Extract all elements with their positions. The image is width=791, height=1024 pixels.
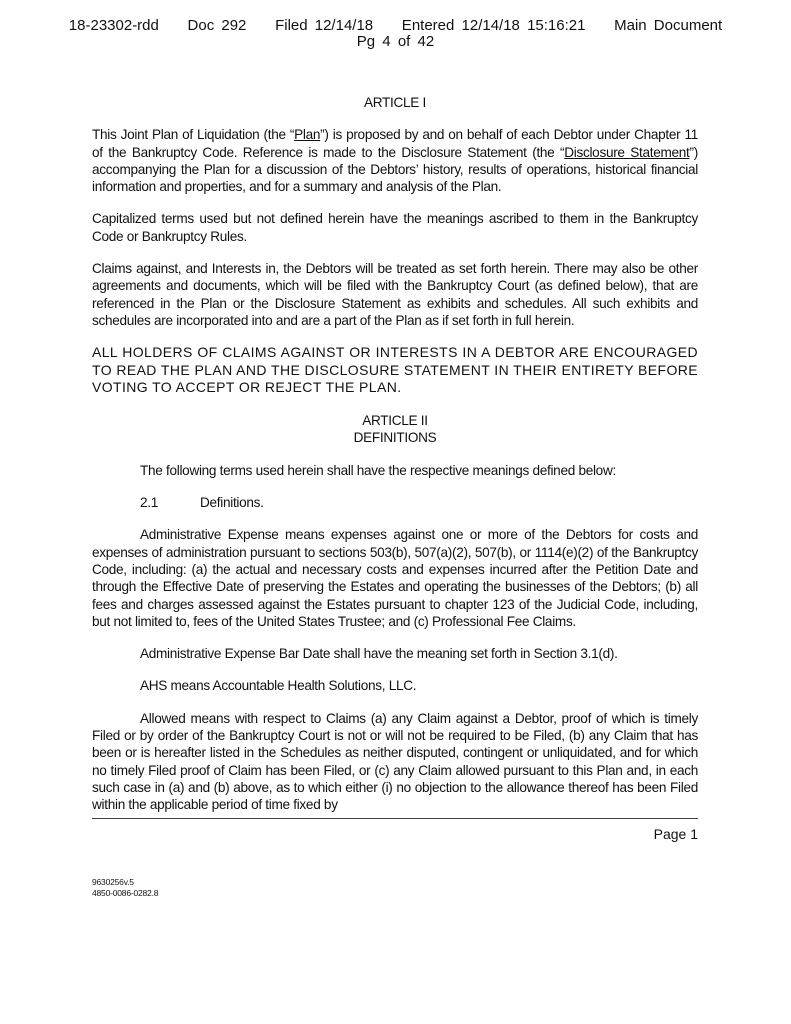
article-1-notice: ALL HOLDERS OF CLAIMS AGAINST OR INTERESTS IN A DEBTOR ARE ENCOURAGED TO READ THE PLAN AND THE DISCLOSURE STATEMENT IN THEIR ENTIRETY BEFORE VOTING TO ACCEPT OR REJECT THE PLAN.	[92, 344, 698, 395]
footer-divider	[92, 818, 698, 819]
article-1-paragraph-1	[92, 126, 698, 195]
page-count: Pg 4 of 42	[356, 33, 435, 50]
text: ”) accompanying the Plan for a discussion of the Debtors’ history, results of operations, historical financial information and properties, and for a summary and analysis of the Plan.	[92, 144, 698, 195]
definition-administrative-expense: Administrative Expense means expenses against one or more of the Debtors for costs and expenses of administration pursuant to sections 503(b), 507(a)(2), 507(b), or 1114(e)(2) of the Bankruptcy Code, including: (a) the actual and necessary costs and expenses incurred after the Petition Date and through the Effective Date of preserving the Estates and operating the businesses of the Debtors; (b) all fees and charges assessed against the Estates pursuant to chapter 123 of the Judicial Code, including, but not limited to, fees of the United States Trustee; and (c) Professional Fee Claims.	[92, 527, 698, 629]
section-heading	[92, 494, 698, 511]
definition-allowed: Allowed means with respect to Claims (a) any Claim against a Debtor, proof of which is timely Filed or by order of the Bankruptcy Court is not or will not be required to be Filed, (b) any Claim that has been or is hereafter listed in the Schedules as neither disputed, contingent or unliquidated, and for which no timely Filed proof of Claim has been Filed, or (c) any Claim allowed pursuant to this Plan and, in each such case in (a) and (b) above, as to which either (i) no objection to the allowance thereof has been Filed within the applicable period of time fixed by	[92, 710, 698, 813]
page-number: Page 1	[653, 825, 698, 842]
section-number: 2.1	[140, 495, 158, 511]
document-ids	[92, 877, 698, 919]
article-1-title: ARTICLE I	[363, 95, 427, 110]
text: ”) is proposed by and on behalf of each Debtor under Chapter 11 of the Bankruptcy Code. Reference is made to the Disclosure Statement (the “	[92, 127, 698, 160]
definition-admin-bar-date: Administrative Expense Bar Date shall have the meaning set forth in Section 3.1(d).	[140, 646, 618, 662]
doc-id-1: 9630256v.5	[92, 876, 134, 887]
text: This Joint Plan of Liquidation (the “	[92, 127, 295, 143]
filing-info: 18-23302-rdd Doc 292 Filed 12/14/18 Entered 12/14/18 15:16:21 Main Document	[68, 17, 723, 34]
definitions-intro: The following terms used herein shall have the respective meanings defined below:	[140, 462, 616, 478]
defined-term-plan: Plan	[294, 127, 321, 143]
court-filing-header	[0, 0, 791, 50]
doc-id-2: 4850-0086-0282.8	[92, 887, 159, 898]
article-1-paragraph-3: Claims against, and Interests in, the Debtors will be treated as set forth herein. There may also be other agreements and documents, which will be filed with the Bankruptcy Court (as defined below), that are referenced in the Plan or the Disclosure Statement as exhibits and schedules. All such exhibits and schedules are incorporated into and are a part of the Plan as if set forth in full herein.	[92, 261, 698, 328]
page-footer	[92, 818, 698, 919]
document-body	[92, 94, 698, 814]
section-title: Definitions.	[200, 495, 264, 511]
article-1-paragraph-2: Capitalized terms used but not defined herein have the meanings ascribed to them in the Bankruptcy Code or Bankruptcy Rules.	[92, 211, 698, 244]
definition-ahs: AHS means Accountable Health Solutions, LLC.	[140, 678, 417, 694]
article-2-title: ARTICLE II	[362, 413, 428, 429]
article-2-subtitle: DEFINITIONS	[353, 430, 437, 446]
defined-term-disclosure-statement: Disclosure Statement	[564, 144, 690, 160]
